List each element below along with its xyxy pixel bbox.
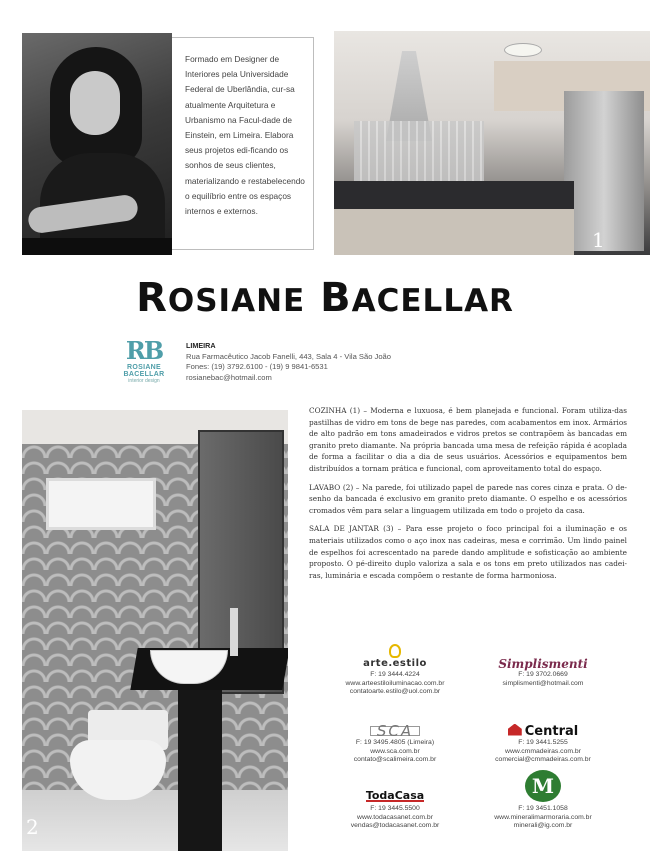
- sponsor-logo: SCA: [370, 726, 420, 737]
- sponsor-web[interactable]: www.todacasanet.com.br: [357, 813, 433, 821]
- sponsor-logo: arte.estilo: [363, 644, 427, 669]
- logo-name: ROSIANE BACELLAR: [123, 364, 165, 378]
- designer-bio: Formado em Designer de Interiores pela Universidade Federal de Uberlândia, cur-sa atualmente Arquitetura e Urbanismo na Facul-dade de Einstein, em Limeira. Elabora seus projetos edi-ficando os sonhos de seus clientes, materializando e restabelecendo o equilíbrio entre os espaços internos e externos.: [185, 54, 305, 217]
- sponsor-email[interactable]: minerali@ig.com.br: [513, 822, 573, 829]
- paragraph-sala-de-jantar: SALA DE JANTAR (3) – Para esse projeto o foco principal foi a iluminação e os materiais utilizados como o aço inox nas cadeiras, mesa e corrimão. Um lindo painel de espelhos foi acrescentado na parede dando amplitude e sofisticação ao ambiente proposto. O pé-direito duplo valoriza a sala e os tons em preto utilizados nas cadei-ras, luminária e escada compõem o restante de forma harmoniosa.: [309, 524, 627, 580]
- sponsor-web[interactable]: www.cmmadeiras.com.br: [505, 747, 581, 755]
- logo-tagline: interior design: [128, 378, 160, 384]
- kitchen-photo: [334, 31, 650, 255]
- sponsor-email[interactable]: contatoarte.estilo@uol.com.br: [349, 688, 441, 695]
- contact-email[interactable]: rosianebac@hotmail.com: [186, 372, 272, 382]
- sponsor-phone: F: 19 3441.5255: [518, 739, 568, 746]
- sponsor-phone: F: 19 3445.5500: [370, 805, 420, 812]
- sponsor-logo: TodaCasa: [365, 788, 425, 802]
- contact-city: LIMEIRA: [186, 341, 216, 350]
- sponsor-todacasa: [320, 766, 470, 831]
- contact-address: Rua Farmacêutico Jacob Fanelli, 443, Sala 4 - Vila São João: [186, 351, 392, 361]
- sponsor-phone: F: 19 3451.1058: [518, 805, 568, 812]
- designer-name: [0, 275, 650, 321]
- contact-block: [186, 341, 391, 383]
- sponsor-logo: Simplismenti: [498, 656, 588, 671]
- paragraph-cozinha: COZINHA (1) – Moderna e luxuosa, é bem planejada e funcional. Foram utiliza-das pastilhas de vidro em tons de bege nas paredes, com acabamentos em inox. Armários de alto padrão em tons amadeirados e vidros pretos se contrapõem às bancadas em granito preto diamante. Na própria bancada uma mesa de refeição rápida é acoplada de forma a facilitar o dia a dia de seus usuários. Acessórios e equipamentos bem distribuídos a tornam prática e funcional, com aproveitamento total do espaço.: [309, 406, 627, 473]
- designer-portrait: [22, 33, 172, 255]
- sponsor-phone: F: 19 3444.4224: [370, 671, 420, 678]
- sponsor-logo: M: [525, 770, 561, 802]
- article-text: [309, 405, 627, 588]
- sponsor-logo: Central: [508, 724, 578, 737]
- name-first-initial: R: [136, 275, 168, 321]
- sponsor-central: [468, 700, 618, 765]
- name-last-initial: B: [320, 275, 352, 321]
- designer-logo: [108, 338, 180, 388]
- sponsor-web[interactable]: www.sca.com.br: [370, 747, 420, 755]
- house-icon: [508, 724, 522, 736]
- name-first-rest: OSIANE: [167, 283, 306, 319]
- sponsor-phone: F: 19 3495.4805 (Limeira): [355, 739, 435, 746]
- sponsor-email[interactable]: comercial@cmmadeiras.com.br: [495, 756, 591, 763]
- logo-mark: RB: [125, 336, 163, 365]
- sponsor-simplismenti: [468, 632, 618, 688]
- bulb-icon: [389, 644, 401, 658]
- sponsor-web[interactable]: www.arteestiloiluminacao.com.br: [345, 679, 445, 687]
- photo-number-1: 1: [592, 228, 605, 252]
- lavabo-photo: [22, 410, 288, 851]
- contact-phones: Fones: (19) 3792.6100 - (19) 9 9841-6531: [186, 362, 328, 371]
- sponsor-phone: F: 19 3702.0669: [518, 671, 568, 678]
- sponsor-web[interactable]: simplismenti@hotmail.com: [502, 679, 584, 687]
- sponsor-arte-estilo: [320, 632, 470, 697]
- sponsor-minerali: [468, 766, 618, 831]
- name-last-rest: ACELLAR: [351, 283, 514, 319]
- sponsor-email[interactable]: vendas@todacasanet.com.br: [350, 822, 440, 829]
- photo-number-2: 2: [26, 815, 39, 839]
- sponsor-sca: [320, 700, 470, 765]
- sponsor-email[interactable]: contato@scalimeira.com.br: [353, 756, 437, 763]
- sponsor-web[interactable]: www.mineralimarmoraria.com.br: [494, 813, 592, 821]
- paragraph-lavabo: LAVABO (2) – Na parede, foi utilizado papel de parede nas cores cinza e prata. O de-senho da bancada é exclusivo em granito preto diamante. O espelho e os acessórios cromados vêm para selar a linguagem utilizada em todo o projeto da casa.: [309, 482, 627, 515]
